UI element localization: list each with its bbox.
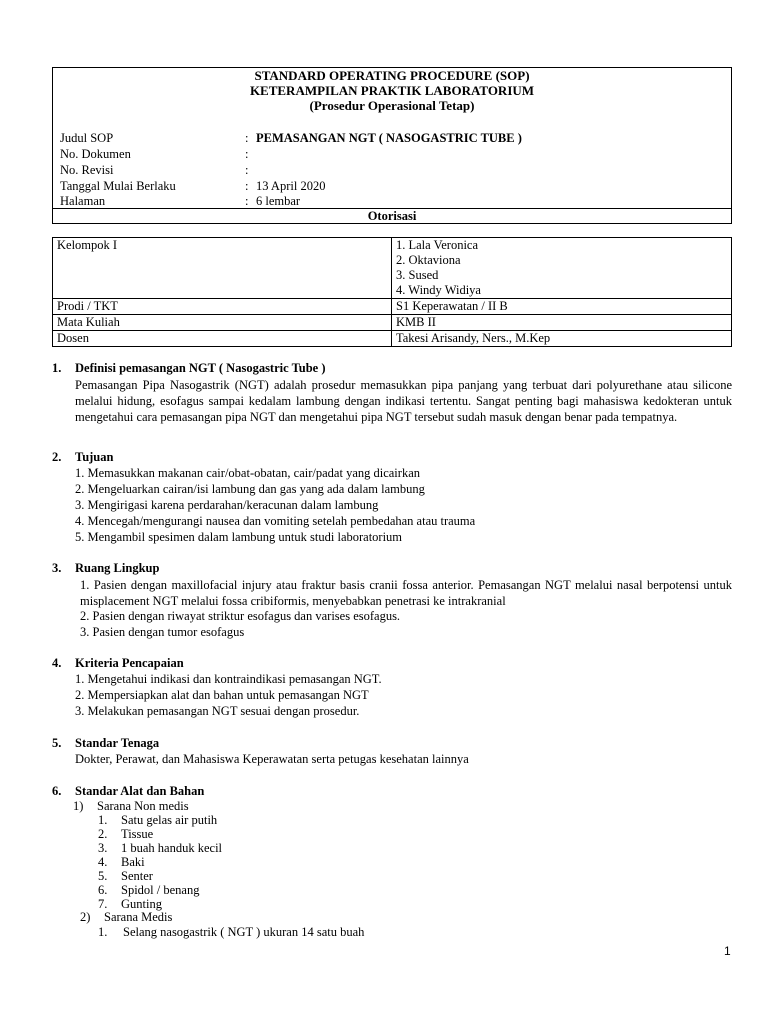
list-item	[98, 813, 217, 828]
item-text: Senter	[121, 869, 153, 883]
item-text: Satu gelas air putih	[121, 813, 218, 827]
section-heading-ruang-lingkup	[52, 561, 159, 576]
tanggal-label: Tanggal Mulai Berlaku	[60, 179, 176, 193]
section-number: 6.	[52, 784, 62, 798]
table-row	[53, 331, 732, 347]
section-title: Ruang Lingkup	[75, 561, 160, 575]
subsection-number: 2)	[80, 910, 91, 924]
colon: :	[245, 194, 249, 208]
list-item: 3. Pasien dengan tumor esofagus	[80, 625, 245, 639]
judul-label: Judul SOP	[60, 131, 114, 145]
list-item: 1. Memasukkan makanan cair/obat-obatan, cair/padat yang dicairkan	[75, 466, 420, 480]
item-number: 5.	[98, 869, 108, 883]
section-heading-kriteria	[52, 656, 184, 671]
halaman-label: Halaman	[60, 194, 106, 208]
subsection-non-medis	[73, 799, 189, 814]
colon: :	[245, 131, 249, 145]
section-title: Kriteria Pencapaian	[75, 656, 184, 670]
section-heading-standar-tenaga	[52, 736, 159, 751]
halaman-value: 6 lembar	[256, 194, 301, 208]
list-item: 5. Mengambil spesimen dalam lambung untuk studi laboratorium	[75, 530, 403, 544]
list-item	[98, 827, 153, 842]
matakuliah-value: KMB II	[392, 315, 732, 331]
section-heading-alat-bahan	[52, 784, 204, 799]
list-item: 1. Mengetahui indikasi dan kontraindikasi pemasangan NGT.	[75, 672, 382, 686]
revisi-label: No. Revisi	[60, 163, 114, 177]
section-title: Standar Alat dan Bahan	[75, 784, 205, 798]
prodi-label: Prodi / TKT	[53, 299, 392, 315]
item-text: Spidol / benang	[121, 883, 200, 897]
sop-header-box	[52, 67, 732, 224]
section-heading-definisi	[52, 361, 326, 376]
item-number: 2.	[98, 827, 108, 841]
subsection-medis	[80, 910, 172, 925]
item-text: Gunting	[121, 897, 162, 911]
prodi-value: S1 Keperawatan / II B	[392, 299, 732, 315]
item-text: Baki	[121, 855, 145, 869]
page-number: 1	[724, 944, 731, 958]
item-text: Tissue	[121, 827, 154, 841]
subsection-label: Sarana Non medis	[97, 799, 189, 813]
tanggal-value: 13 April 2020	[256, 179, 326, 193]
member-item: 4. Windy Widiya	[396, 283, 481, 297]
item-text: Selang nasogastrik ( NGT ) ukuran 14 satu buah	[123, 925, 365, 939]
matakuliah-label: Mata Kuliah	[53, 315, 392, 331]
item-number: 1.	[98, 813, 108, 827]
section-title: Definisi pemasangan NGT ( Nasogastric Tube )	[75, 361, 326, 375]
sop-subtitle: KETERAMPILAN PRAKTIK LABORATORIUM	[249, 83, 535, 98]
authorization-table	[52, 237, 732, 347]
section-number: 4.	[52, 656, 62, 670]
table-row	[53, 315, 732, 331]
list-item	[98, 883, 199, 898]
list-item: 2. Mempersiapkan alat dan bahan untuk pemasangan NGT	[75, 688, 369, 702]
section-title: Tujuan	[75, 450, 114, 464]
item-number: 4.	[98, 855, 108, 869]
definisi-paragraph: Pemasangan Pipa Nasogastrik (NGT) adalah prosedur memasukkan pipa panjang yang terbuat dari polyurethane atau silicone melalui hidung, esofagus sampai kedalam lambung dengan indikasi tertentu. Sangat penting bagi mahasiswa kedokteran untuk mengetahui cara pemasangan pipa NGT dan mengetahui pipa NGT tersebut sudah masuk dengan benar pada tempatnya.	[75, 378, 732, 424]
item-text: 1 buah handuk kecil	[121, 841, 223, 855]
colon: :	[245, 179, 249, 193]
list-item: 3. Melakukan pemasangan NGT sesuai dengan prosedur.	[75, 704, 360, 718]
section-number: 2.	[52, 450, 62, 464]
dokumen-label: No. Dokumen	[60, 147, 131, 161]
colon: :	[245, 147, 249, 161]
member-item: 1. Lala Veronica	[396, 238, 479, 252]
section-heading-tujuan	[52, 450, 113, 465]
item-number: 1.	[98, 925, 108, 939]
table-row	[53, 299, 732, 315]
judul-value: PEMASANGAN NGT ( NASOGASTRIC TUBE )	[256, 131, 522, 145]
item-number: 6.	[98, 883, 108, 897]
list-item: 2. Pasien dengan riwayat striktur esofagus dan varises esofagus.	[80, 609, 401, 623]
list-item	[98, 925, 364, 940]
list-item: 4. Mencegah/mengurangi nausea dan vomiting setelah pembedahan atau trauma	[75, 514, 476, 528]
section-number: 3.	[52, 561, 62, 575]
kelompok-label: Kelompok I	[53, 238, 392, 299]
list-item	[98, 869, 153, 884]
dosen-label: Dosen	[53, 331, 392, 347]
dosen-value: Takesi Arisandy, Ners., M.Kep	[392, 331, 732, 347]
section-number: 1.	[52, 361, 62, 375]
sop-subtitle-2: (Prosedur Operasional Tetap)	[309, 98, 475, 113]
item-number: 3.	[98, 841, 108, 855]
colon: :	[245, 163, 249, 177]
table-row	[53, 238, 732, 299]
member-item: 2. Oktaviona	[396, 253, 461, 267]
list-item	[98, 841, 222, 856]
standar-tenaga-text: Dokter, Perawat, dan Mahasiswa Keperawatan serta petugas kesehatan lainnya	[75, 752, 469, 766]
item-number: 7.	[98, 897, 108, 911]
subsection-label: Sarana Medis	[104, 910, 173, 924]
otorisasi-heading: Otorisasi	[53, 208, 731, 225]
section-title: Standar Tenaga	[75, 736, 160, 750]
subsection-number: 1)	[73, 799, 84, 813]
member-item: 3. Sused	[396, 268, 439, 282]
sop-title: STANDARD OPERATING PROCEDURE (SOP)	[254, 68, 530, 83]
list-item: 3. Mengirigasi karena perdarahan/keracunan dalam lambung	[75, 498, 379, 512]
list-item: 2. Mengeluarkan cairan/isi lambung dan gas yang ada dalam lambung	[75, 482, 425, 496]
section-number: 5.	[52, 736, 62, 750]
list-item: 1. Pasien dengan maxillofacial injury atau fraktur basis cranii fossa anterior. Pemasangan NGT melalui nasal berpotensi untuk misplacement NGT melalui fossa cribiformis, menyebabkan penetrasi ke intrakranial	[80, 578, 732, 608]
list-item	[98, 855, 145, 870]
members-cell	[392, 238, 732, 299]
